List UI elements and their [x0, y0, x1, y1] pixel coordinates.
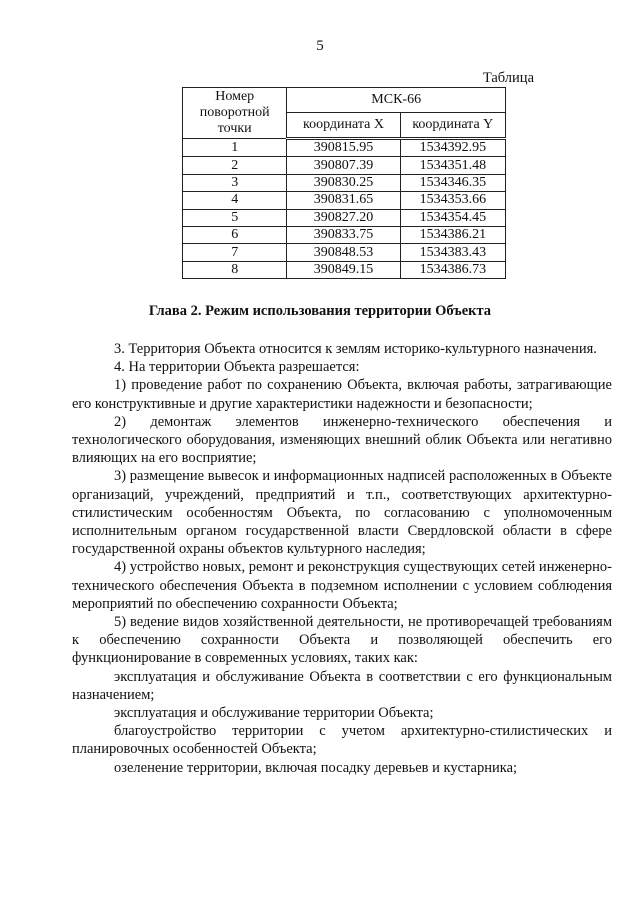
- coordinate-x-cell: 390807.39: [287, 157, 400, 174]
- paragraph: 4. На территории Объекта разрешается:: [114, 359, 360, 376]
- table-body: [183, 139, 506, 279]
- coordinate-x-cell: 390827.20: [287, 209, 400, 226]
- header-coordinate-x: координата X: [287, 112, 400, 138]
- body-text: [72, 340, 612, 777]
- point-number-cell: 8: [183, 261, 287, 278]
- paragraph: эксплуатация и обслуживание территории Объекта;: [114, 705, 434, 722]
- coordinates-table: [182, 87, 506, 279]
- coordinate-y-cell: 1534353.66: [400, 192, 505, 209]
- paragraph: 1) проведение работ по сохранению Объекта, включая работы, затрагивающие его конструктивные и другие характеристики надежности и безопасности;: [72, 377, 612, 412]
- coordinate-x-cell: 390849.15: [287, 261, 400, 278]
- coordinate-y-cell: 1534351.48: [400, 157, 505, 174]
- paragraph: благоустройство территории с учетом архитектурно-стилистических и планировочных особенностей Объекта;: [72, 723, 612, 758]
- table-row: [183, 261, 506, 278]
- point-number-cell: 7: [183, 244, 287, 261]
- table-caption: Таблица: [482, 70, 534, 86]
- table-row: [183, 192, 506, 209]
- coordinate-y-cell: 1534386.21: [400, 226, 505, 243]
- point-number-cell: 1: [183, 139, 287, 157]
- coordinate-y-cell: 1534386.73: [400, 261, 505, 278]
- coordinate-y-cell: 1534383.43: [400, 244, 505, 261]
- table-row: [183, 174, 506, 191]
- table-row: [183, 244, 506, 261]
- coordinate-x-cell: 390830.25: [287, 174, 400, 191]
- header-point-number: Номер поворотной точки: [183, 88, 287, 139]
- coordinate-y-cell: 1534354.45: [400, 209, 505, 226]
- paragraph: 3) размещение вывесок и информационных надписей расположенных в Объекте организаций, учреждений, предприятий и т.п., соответствующих архитектурно-стилистическим особенностям Объекта, по согласованию с уполномоченным исполнительным органом государственной власти Свердловской области в сфере государственной охраны объектов культурного наследия;: [72, 468, 612, 558]
- coordinate-y-cell: 1534392.95: [400, 139, 505, 157]
- paragraph: эксплуатация и обслуживание Объекта в соответствии с его функциональным назначением;: [72, 668, 612, 703]
- paragraph: 4) устройство новых, ремонт и реконструкция существующих сетей инженерно-технического обеспечения Объекта в подземном исполнении с условием соблюдения мероприятий по обеспечению сохранности Объекта;: [72, 559, 612, 612]
- paragraph: озеленение территории, включая посадку деревьев и кустарника;: [114, 759, 518, 776]
- point-number-cell: 2: [183, 157, 287, 174]
- table-row: [183, 157, 506, 174]
- point-number-cell: 6: [183, 226, 287, 243]
- coordinate-x-cell: 390833.75: [287, 226, 400, 243]
- table-row: [183, 226, 506, 243]
- paragraph: 3. Территория Объекта относится к землям историко-культурного назначения.: [114, 341, 597, 357]
- coordinate-y-cell: 1534346.35: [400, 174, 505, 191]
- coordinate-x-cell: 390831.65: [287, 192, 400, 209]
- page-number: 5: [316, 38, 324, 54]
- paragraph: 2) демонтаж элементов инженерно-технического обеспечения и технологического оборудования, изменяющих внешний облик Объекта или негативно влияющих на его восприятие;: [72, 413, 612, 467]
- point-number-cell: 4: [183, 192, 287, 209]
- chapter-title: Глава 2. Режим использования территории Объекта: [148, 303, 492, 319]
- header-coordinate-system: МСК-66: [287, 88, 506, 113]
- table-row: [183, 139, 506, 157]
- coordinate-x-cell: 390848.53: [287, 244, 400, 261]
- point-number-cell: 3: [183, 174, 287, 191]
- table-row: [183, 209, 506, 226]
- point-number-cell: 5: [183, 209, 287, 226]
- coordinate-x-cell: 390815.95: [287, 139, 400, 157]
- paragraph: 5) ведение видов хозяйственной деятельности, не противоречащей требованиям к обеспечению сохранности Объекта и позволяющей обеспечить его функционирование в современных условиях, таких как:: [72, 614, 612, 667]
- header-coordinate-y: координата Y: [400, 112, 505, 138]
